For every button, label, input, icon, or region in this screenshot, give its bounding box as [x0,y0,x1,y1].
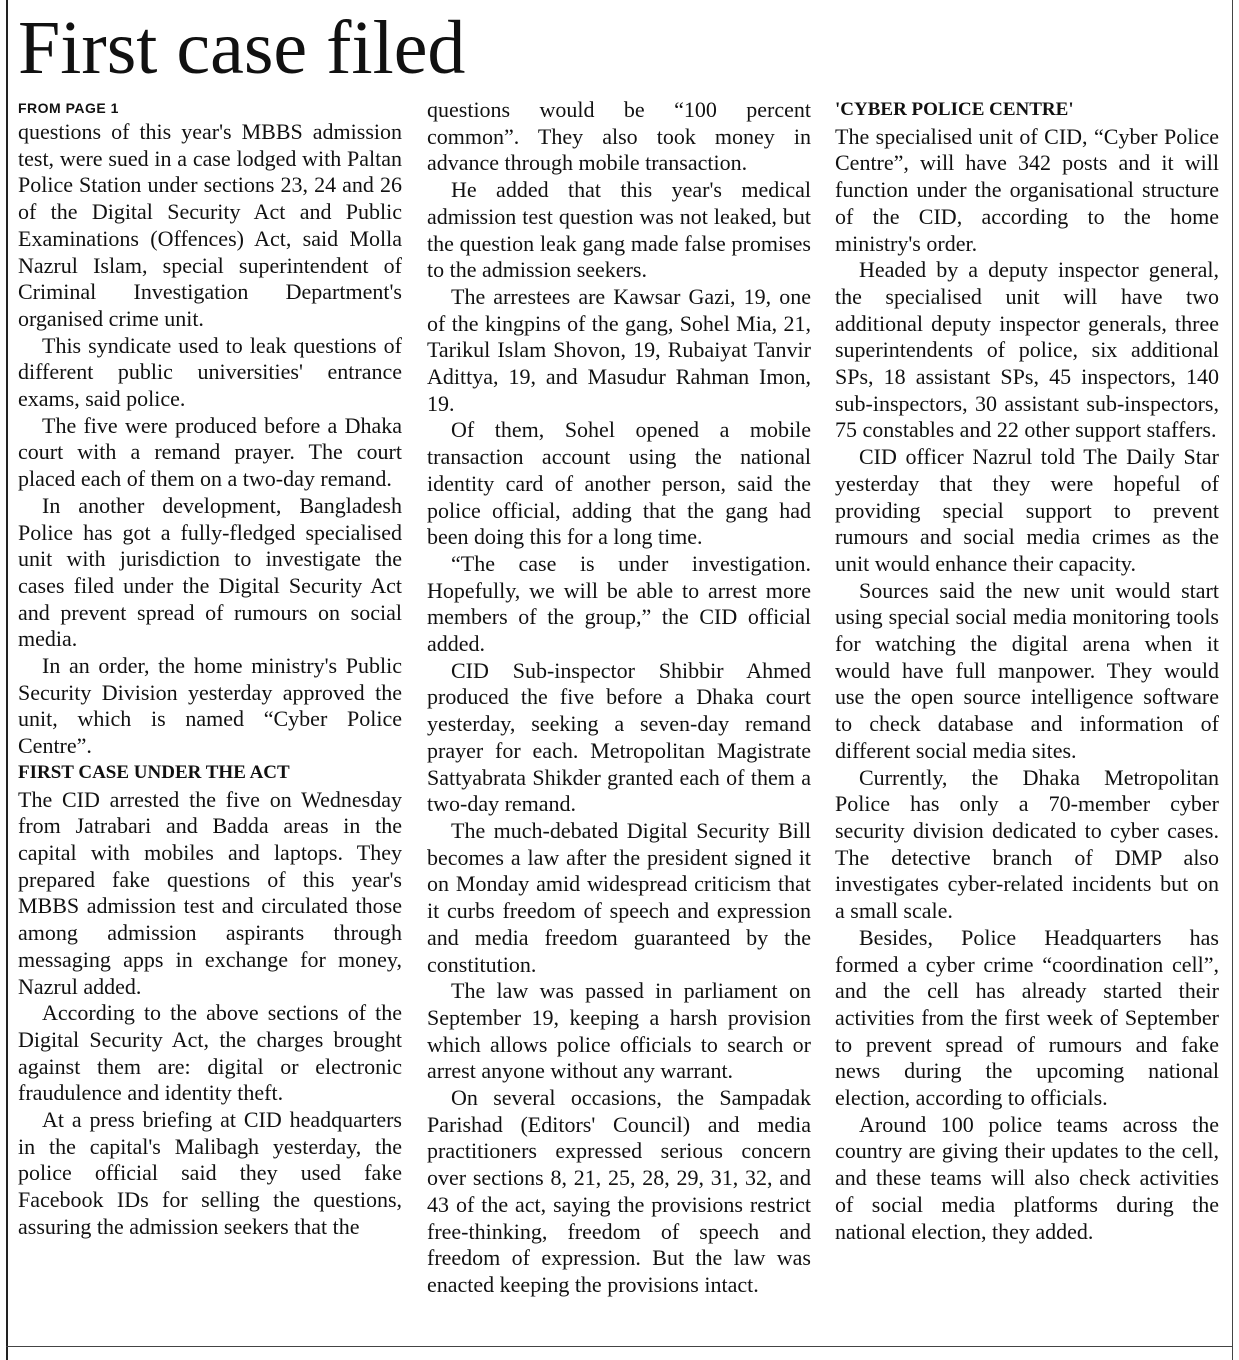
article-column-3 [835,97,1219,1245]
paragraph: The much-debated Digital Security Bill becomes a law after the president signed it on Monday amid widespread criticism that it curbs freedom of speech and expression and media freedom guaranteed by the constitution. [427,817,811,977]
paragraph: The CID arrested the five on Wednesday from Jatrabari and Badda areas in the capital with mobiles and laptops. They prepared fake questions of this year's MBBS admission test and circulated those among admission aspirants through messaging apps in exchange for money, Nazrul added. [18,786,402,999]
paragraph: questions would be “100 percent common”. They also took money in advance through mobile transaction. [427,97,811,176]
paragraph: This syndicate used to leak questions of different public universities' entrance exams, said police. [18,332,402,412]
subhead-first-case: FIRST CASE UNDER THE ACT [18,761,290,783]
paragraph: Currently, the Dhaka Metropolitan Police has only a 70-member cyber security division dedicated to cyber cases. The detective branch of DMP also investigates cyber-related incidents but on a small scale. [835,764,1219,924]
paragraph: CID Sub-inspector Shibbir Ahmed produced the five before a Dhaka court yesterday, seeking a seven-day remand prayer for each. Metropolitan Magistrate Sattyabrata Shikder granted each of them a two-day remand. [427,657,811,817]
paragraph: “The case is under investigation. Hopefully, we will be able to arrest more members of the group,” the CID official added. [427,550,811,657]
paragraph: Besides, Police Headquarters has formed a cyber crime “coordination cell”, and the cell has already started their activities from the first week of September to prevent spread of rumours and fake news during the upcoming national election, according to officials. [835,924,1219,1111]
bottom-rule [6,1346,1233,1347]
paragraph: He added that this year's medical admission test question was not leaked, but the question leak gang made false promises to the admission seekers. [427,177,811,283]
paragraph: Headed by a deputy inspector general, the specialised unit will have two additional deputy inspector generals, three superintendents of police, six additional SPs, 18 assistant SPs, 45 inspectors, 140 sub-inspectors, 30 assistant sub-inspectors, 75 constables and 22 other support staffers. [835,257,1219,443]
paragraph: In an order, the home ministry's Public Security Division yesterday approved the unit, which is named “Cyber Police Centre”. [18,653,402,759]
paragraph: At a press briefing at CID headquarters in the capital's Malibagh yesterday, the police official said they used fake Facebook IDs for selling the questions, assuring the admission seekers that the [18,1107,402,1239]
right-column-rule [1232,0,1233,1360]
article-column-2 [427,97,811,1299]
article-column-1 [18,97,402,1241]
headline: First case filed [18,6,466,90]
paragraph: In another development, Bangladesh Police has got a fully-fledged specialised unit with jurisdiction to investigate the cases filed under the Digital Security Act and prevent spread of rumours on social media. [18,492,402,652]
paragraph: Sources said the new unit would start using special social media monitoring tools for watching the digital arena when it would have full manpower. They would use the open source intelligence software to check database and information of different social media sites. [835,577,1219,763]
paragraph: The specialised unit of CID, “Cyber Police Centre”, will have 342 posts and it will function under the organisational structure of the CID, according to the home ministry's order. [835,123,1219,256]
paragraph: The five were produced before a Dhaka court with a remand prayer. The court placed each of them on a two-day remand. [18,412,402,492]
paragraph: CID officer Nazrul told The Daily Star yesterday that they were hopeful of providing special support to prevent rumours and social media crimes as the unit would enhance their capacity. [835,444,1219,576]
paragraph: The law was passed in parliament on September 19, keeping a harsh provision which allows police officials to search or arrest anyone without any warrant. [427,978,811,1084]
left-column-rule [6,0,8,1360]
paragraph: On several occasions, the Sampadak Parishad (Editors' Council) and media practitioners expressed serious concern over sections 8, 21, 25, 28, 29, 31, 32, and 43 of the act, saying the provisions restrict free-thinking, freedom of speech and freedom of expression. But the law was enacted keeping the provisions intact. [427,1085,811,1297]
paragraph: According to the above sections of the Digital Security Act, the charges brought against them are: digital or electronic fraudulence and identity theft. [18,1000,402,1106]
subhead-cyber-police-centre: 'CYBER POLICE CENTRE' [835,99,1074,120]
paragraph: questions of this year's MBBS admission test, were sued in a case lodged with Paltan Police Station under sections 23, 24 and 26 of the Digital Security Act and Public Examinations (Offences) Act, said Molla Nazrul Islam, special superintendent of Criminal Investigation Department's organised crime unit. [18,119,402,331]
jump-kicker: FROM PAGE 1 [18,100,119,116]
paragraph: Around 100 police teams across the country are giving their updates to the cell, and these teams will also check activities of social media platforms during the national election, they added. [835,1111,1219,1244]
paragraph: The arrestees are Kawsar Gazi, 19, one of the kingpins of the gang, Sohel Mia, 21, Tarikul Islam Shovon, 19, Rubaiyat Tanvir Adittya, 19, and Masudur Rahman Imon, 19. [427,283,811,416]
paragraph: Of them, Sohel opened a mobile transaction account using the national identity card of another person, said the police official, adding that the gang had been doing this for a long time. [427,417,811,550]
